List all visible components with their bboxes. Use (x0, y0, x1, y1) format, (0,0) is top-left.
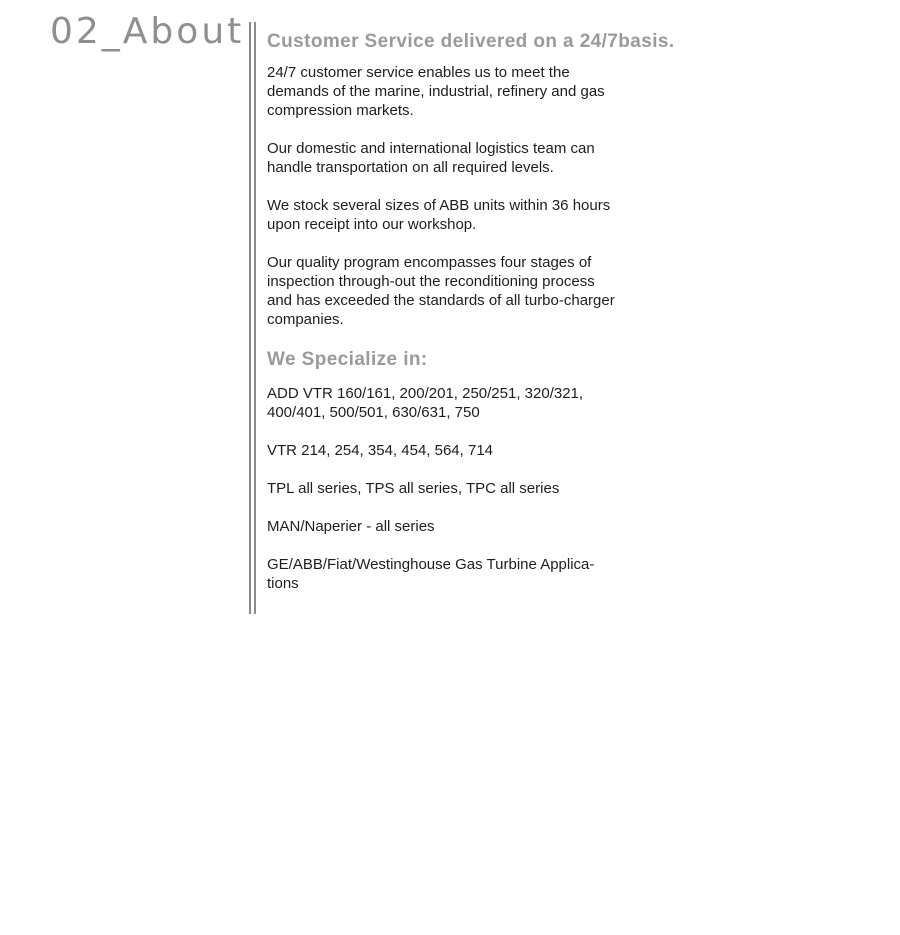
about-content (267, 31, 675, 593)
specialize-item: TPL all series, TPS all series, TPC all series (267, 480, 560, 497)
customer-service-heading: Customer Service delivered on a 24/7basis. (267, 31, 675, 52)
vertical-divider-right (254, 22, 256, 614)
about-paragraph: We stock several sizes of ABB units within 36 hours upon receipt into our workshop. (267, 197, 611, 233)
about-paragraph: Our quality program encompasses four stages of inspection through-out the reconditioning process and has exceeded the standards of all turbo-charger companies. (267, 254, 615, 328)
about-paragraph: 24/7 customer service enables us to meet the demands of the marine, industrial, refinery and gas compression markets. (267, 64, 605, 119)
specialize-item: VTR 214, 254, 354, 454, 564, 714 (267, 442, 494, 459)
specialize-item: MAN/Naperier - all series (267, 518, 435, 535)
vertical-divider-left (249, 22, 251, 614)
about-paragraph: Our domestic and international logistics team can handle transportation on all required levels. (267, 140, 595, 176)
specialize-heading: We Specialize in: (267, 349, 428, 370)
specialize-item: GE/ABB/Fiat/Westinghouse Gas Turbine Applica-tions (267, 556, 595, 592)
specialize-item: ADD VTR 160/161, 200/201, 250/251, 320/321, 400/401, 500/501, 630/631, 750 (267, 385, 584, 421)
section-title: 02_About (50, 11, 245, 52)
